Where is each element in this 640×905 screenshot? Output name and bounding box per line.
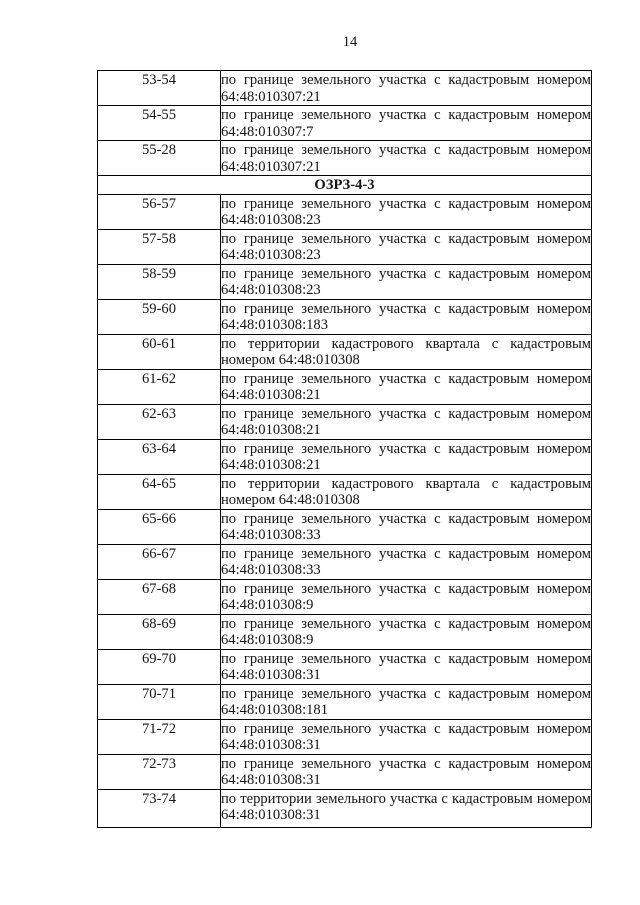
boundary-table xyxy=(97,70,592,828)
table-row xyxy=(98,544,592,579)
boundary-description: по территории кадастрового квартала с кадастровым номером 64:48:010308 xyxy=(221,335,591,368)
table-row xyxy=(98,404,592,439)
page-number: 14 xyxy=(342,34,358,50)
point-range: 56-57 xyxy=(98,194,221,229)
point-range: 62-63 xyxy=(98,404,221,439)
point-range: 54-55 xyxy=(98,106,221,141)
boundary-description: по границе земельного участка с кадастровым номером 64:48:010307:21 xyxy=(221,72,591,105)
table-row xyxy=(98,106,592,141)
boundary-description: по границе земельного участка с кадастровым номером 64:48:010308:21 xyxy=(221,370,591,403)
boundary-description: по границе земельного участка с кадастровым номером 64:48:010308:31 xyxy=(221,720,591,753)
point-range: 57-58 xyxy=(98,229,221,264)
table-row xyxy=(98,71,592,106)
point-range: 53-54 xyxy=(98,71,221,106)
point-range: 72-73 xyxy=(98,754,221,789)
point-range: 58-59 xyxy=(98,264,221,299)
table-row xyxy=(98,141,592,176)
boundary-description: по границе земельного участка с кадастровым номером 64:48:010308:23 xyxy=(221,195,591,228)
table-row xyxy=(98,439,592,474)
table-row xyxy=(98,684,592,719)
point-range: 66-67 xyxy=(98,544,221,579)
table-row xyxy=(98,509,592,544)
point-range: 63-64 xyxy=(98,439,221,474)
table-row xyxy=(98,334,592,369)
boundary-description: по границе земельного участка с кадастровым номером 64:48:010308:23 xyxy=(221,230,591,263)
section-title: ОЗРЗ-4-3 xyxy=(98,176,592,195)
boundary-description: по территории земельного участка с кадастровым номером 64:48:010308:31 xyxy=(221,789,592,827)
table-row xyxy=(98,614,592,649)
table-row xyxy=(98,754,592,789)
boundary-description: по границе земельного участка с кадастровым номером 64:48:010308:21 xyxy=(221,405,591,438)
point-range: 61-62 xyxy=(98,369,221,404)
point-range: 64-65 xyxy=(98,474,221,509)
boundary-description: по границе земельного участка с кадастровым номером 64:48:010307:7 xyxy=(221,107,591,140)
table-row xyxy=(98,719,592,754)
boundary-description: по границе земельного участка с кадастровым номером 64:48:010308:181 xyxy=(221,685,591,718)
point-range: 69-70 xyxy=(98,649,221,684)
boundary-description: по границе земельного участка с кадастровым номером 64:48:010307:21 xyxy=(221,142,591,175)
boundary-description: по границе земельного участка с кадастровым номером 64:48:010308:23 xyxy=(221,265,591,298)
point-range: 55-28 xyxy=(98,141,221,176)
table-row xyxy=(98,789,592,827)
point-range: 67-68 xyxy=(98,579,221,614)
boundary-description: по границе земельного участка с кадастровым номером 64:48:010308:9 xyxy=(221,580,591,613)
boundary-description: по границе земельного участка с кадастровым номером 64:48:010308:31 xyxy=(221,755,591,788)
table-row xyxy=(98,194,592,229)
section-row xyxy=(98,176,592,195)
table-row xyxy=(98,369,592,404)
point-range: 70-71 xyxy=(98,684,221,719)
point-range: 60-61 xyxy=(98,334,221,369)
point-range: 71-72 xyxy=(98,719,221,754)
point-range: 73-74 xyxy=(98,789,221,827)
table-row xyxy=(98,474,592,509)
boundary-description: по границе земельного участка с кадастровым номером 64:48:010308:9 xyxy=(221,615,591,648)
table-row xyxy=(98,299,592,334)
point-range: 68-69 xyxy=(98,614,221,649)
boundary-description: по территории кадастрового квартала с кадастровым номером 64:48:010308 xyxy=(221,475,591,508)
table-row xyxy=(98,649,592,684)
boundary-description: по границе земельного участка с кадастровым номером 64:48:010308:33 xyxy=(221,510,591,543)
boundary-description: по границе земельного участка с кадастровым номером 64:48:010308:183 xyxy=(221,300,591,333)
boundary-description: по границе земельного участка с кадастровым номером 64:48:010308:33 xyxy=(221,545,591,578)
boundary-description: по границе земельного участка с кадастровым номером 64:48:010308:21 xyxy=(221,440,591,473)
table-row xyxy=(98,579,592,614)
boundary-description: по границе земельного участка с кадастровым номером 64:48:010308:31 xyxy=(221,650,591,683)
table-row xyxy=(98,264,592,299)
table-row xyxy=(98,229,592,264)
point-range: 65-66 xyxy=(98,509,221,544)
point-range: 59-60 xyxy=(98,299,221,334)
